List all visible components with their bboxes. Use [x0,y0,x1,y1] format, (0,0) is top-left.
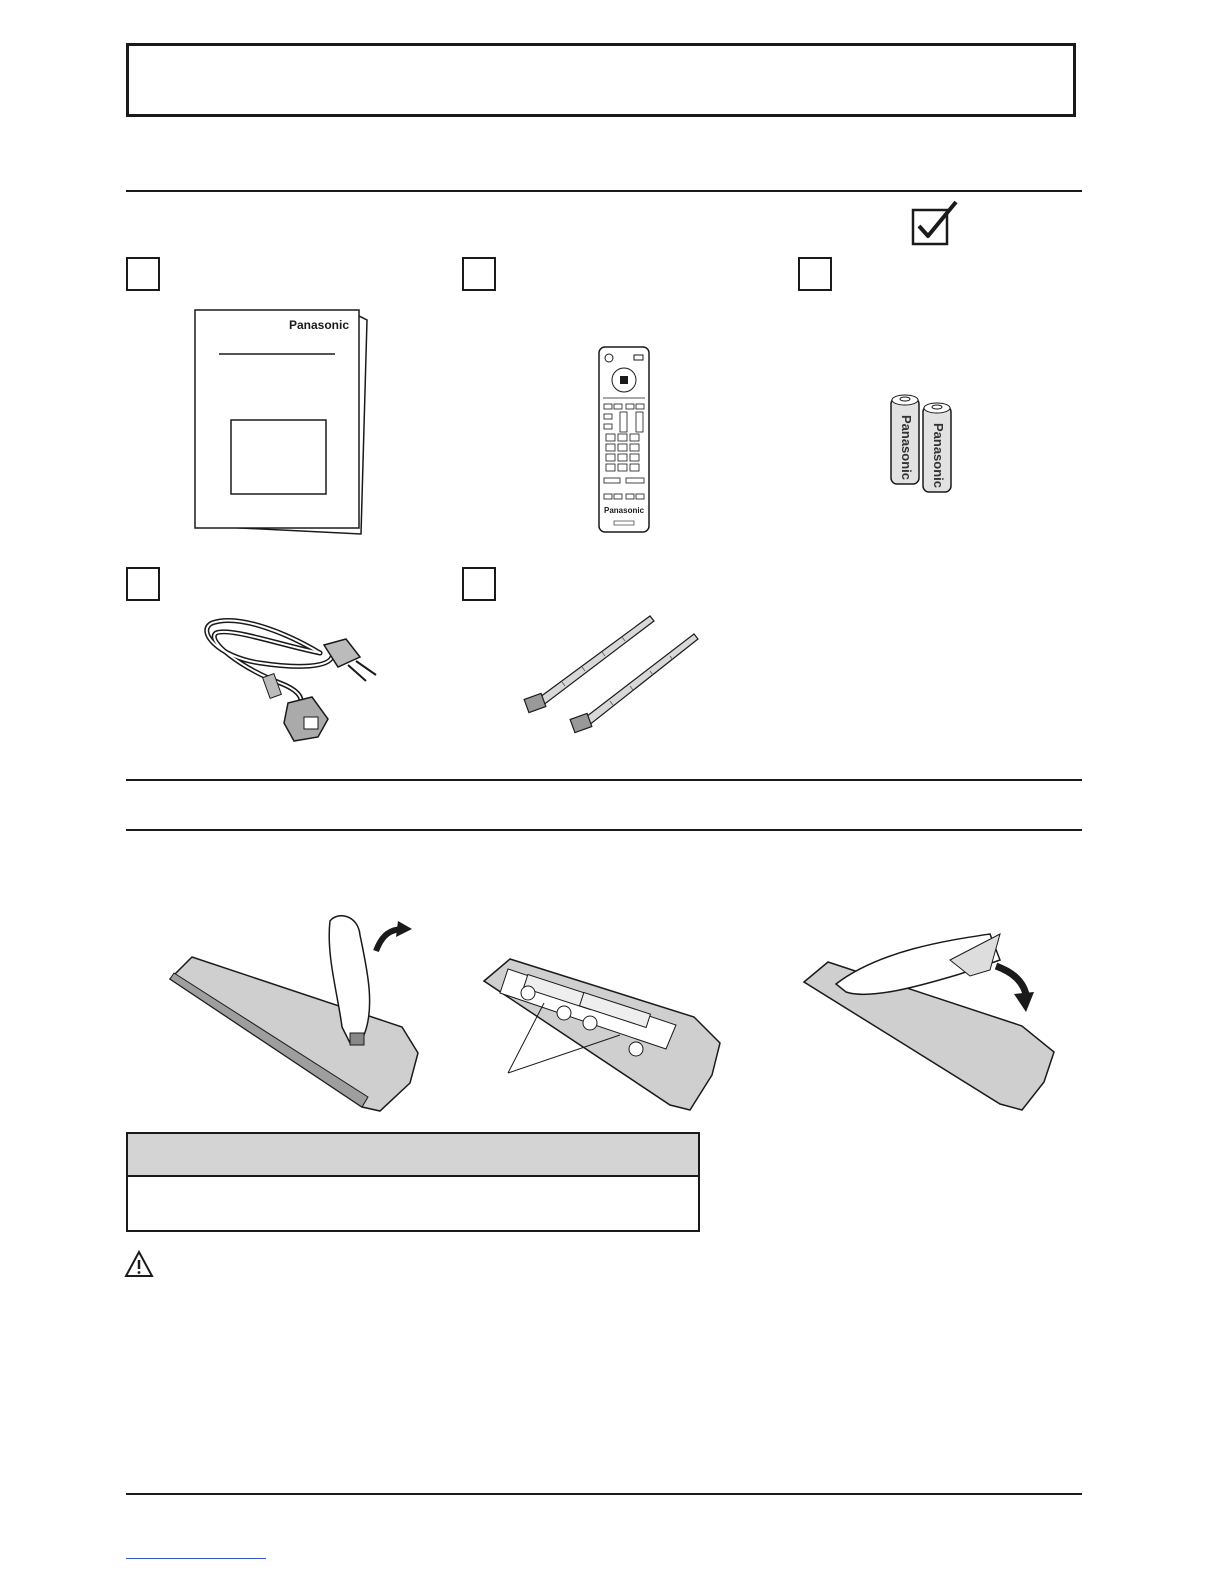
note-box-header [128,1134,698,1177]
battery-1-brand: Panasonic [899,414,915,481]
checkbox-operating-instructions[interactable] [126,257,160,291]
note-box [126,1132,700,1232]
battery-2-brand: Panasonic [931,422,947,489]
ac-cord-illustration [200,605,380,745]
cable-ties-illustration [522,612,702,742]
checkmark-box-icon [910,198,962,248]
section-divider-remote-batteries [126,779,1082,781]
page-title-box [126,43,1076,117]
step-close-cover-illustration [800,930,1060,1115]
manual-brand-logo: Panasonic [289,318,350,332]
checkbox-ac-cord[interactable] [126,567,160,601]
checkbox-batteries[interactable] [798,257,832,291]
warning-triangle-icon [124,1250,154,1278]
operating-instructions-illustration [193,308,373,538]
checkbox-remote-control[interactable] [462,257,496,291]
footer-link-underline[interactable] [126,1558,266,1559]
remote-control-illustration [598,346,650,534]
section-divider-installation-steps [126,829,1082,831]
step-open-cover-illustration [162,915,432,1115]
footer-divider [126,1493,1082,1495]
checkbox-cable-ties[interactable] [462,567,496,601]
remote-brand-logo: Panasonic [604,506,645,515]
section-divider-accessories [126,190,1082,192]
batteries-illustration [888,392,956,496]
step-insert-batteries-illustration [480,945,740,1120]
